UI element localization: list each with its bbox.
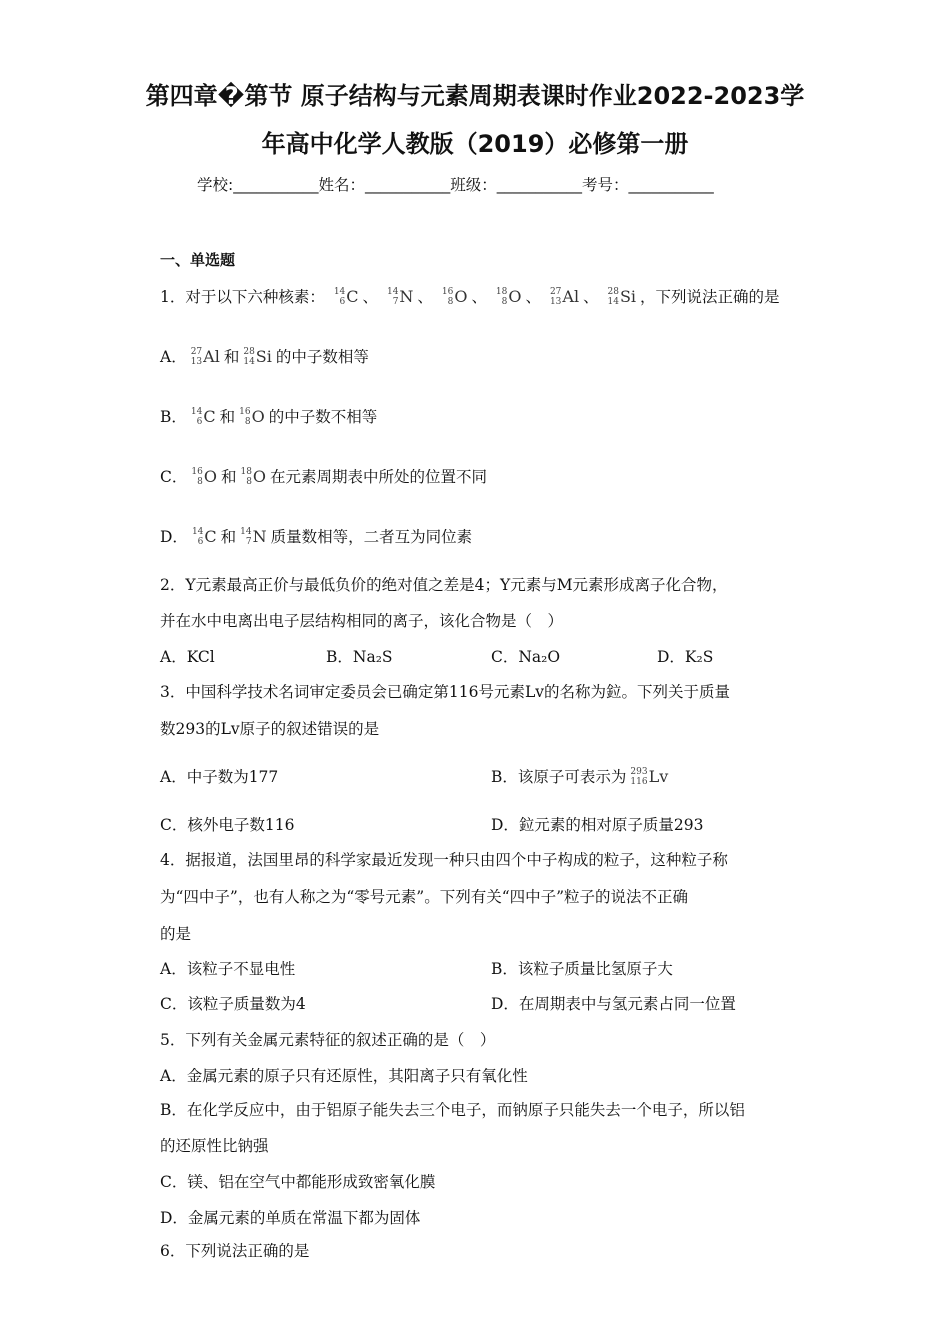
doc-title-line2: 年高中化学人教版（2019）必修第一册 [261,130,689,158]
text-fragment: 14 [240,527,252,537]
text-fragment: O [251,407,265,426]
q4-stem-line1: 4．据报道，法国里昂的科学家最近发现一种只由四个中子构成的粒子，这种粒子称 [160,851,728,869]
text-fragment: 、 [583,288,599,306]
text-fragment: 和 [220,528,237,546]
text-fragment: Al [562,287,580,306]
q5-option-b[interactable]: B．在化学反应中，由于铝原子能失去三个电子，而钠原子只能失去一个电子，所以铝 [160,1101,745,1119]
text-fragment: 8 [197,477,203,487]
text-fragment: B．该原子可表示为 [491,768,627,786]
text-fragment: 14 [333,287,346,297]
nuclide [192,527,217,547]
text-fragment: C [203,407,216,426]
text-fragment [191,407,202,427]
q4-option-b[interactable]: B．该粒子质量比氢原子大 [491,960,673,978]
q5-option-d[interactable]: D．金属元素的单质在常温下都为固体 [160,1209,421,1227]
text-fragment: 16 [441,287,454,297]
q2-stem-line1: 2．Y元素最高正价与最低负价的绝对值之差是4；Y元素与M元素形成离子化合物， [160,576,728,594]
school-label: 学校: [197,176,234,194]
text-fragment: 16 [191,467,203,477]
text-fragment [191,467,202,487]
text-fragment: N [399,287,414,306]
nuclide [442,287,468,307]
q6-stem: 6．下列说法正确的是 [160,1242,310,1260]
q1-option-d[interactable] [160,527,472,547]
q5-option-c[interactable]: C．镁、铝在空气中都能形成致密氧化膜 [160,1173,436,1191]
q3-stem-line2: 数293的Lv原子的叙述错误的是 [160,720,380,738]
text-fragment: 质量数相等，二者互为同位素 [270,528,473,546]
name-field[interactable]: ___________ [365,176,451,194]
text-fragment [630,767,647,787]
text-fragment: 27 [549,287,562,297]
text-fragment: 6 [197,537,204,547]
text-fragment [387,287,398,307]
q3-option-b[interactable] [491,767,672,787]
text-fragment [442,287,453,307]
text-fragment [240,527,251,547]
q4-option-d[interactable]: D．在周期表中与氢元素占同一位置 [491,995,736,1013]
nuclide [608,287,637,307]
nuclide [387,287,413,307]
text-fragment [191,347,202,367]
text-fragment: 6 [196,417,203,427]
student-info [197,175,714,195]
q4-option-a[interactable]: A．该粒子不显电性 [160,960,296,978]
text-fragment: 7 [392,297,399,307]
q1-option-c[interactable] [160,467,487,487]
text-fragment: A． [160,348,187,366]
nuclide [630,767,668,787]
text-fragment: C [346,287,359,306]
nuclide [496,287,522,307]
text-fragment: N [252,527,267,546]
text-fragment: 8 [246,477,252,487]
text-fragment: 28 [243,347,255,357]
text-fragment: 6 [339,297,346,307]
text-fragment: 在元素周期表中所处的位置不同 [270,468,488,486]
nuclide [191,347,220,367]
text-fragment [240,467,251,487]
text-fragment: 14 [386,287,399,297]
text-fragment: 的中子数相等 [275,348,369,366]
nuclide [240,467,266,487]
q2-option-b[interactable]: B．Na₂S [326,648,393,666]
text-fragment: 7 [245,537,252,547]
nuclide [243,347,272,367]
text-fragment: 16 [239,407,251,417]
text-fragment: O [252,467,267,486]
text-fragment [239,407,250,427]
name-label: 姓名： [318,176,365,194]
text-fragment: O [203,467,217,486]
text-fragment: B． [160,408,187,426]
text-fragment: 8 [501,297,508,307]
nuclide [191,407,216,427]
q4-stem-line2: 为“四中子”，也有人称之为“零号元素”。下列有关“四中子”粒子的说法不正确 [160,888,689,906]
q1-option-b[interactable] [160,407,377,427]
text-fragment: Si [619,287,637,306]
q1-option-a[interactable] [160,347,369,367]
text-fragment: 、 [471,288,487,306]
text-fragment: ，下列说法正确的是 [640,288,780,306]
q2-option-a[interactable]: A．KCl [160,648,215,666]
q1-stem-text: 1．对于以下六种核素： [160,288,325,306]
text-fragment: 8 [447,297,454,307]
text-fragment: 14 [191,527,204,537]
text-fragment: 、 [417,288,433,306]
q3-option-d[interactable]: D．鉝元素的相对原子质量293 [491,816,704,834]
text-fragment: 8 [244,417,251,427]
q3-option-a[interactable]: A．中子数为177 [160,768,279,786]
text-fragment: 和 [220,468,237,486]
text-fragment: Lv [648,767,669,786]
id-label: 考号： [582,176,629,194]
school-field[interactable]: ___________ [233,176,319,194]
text-fragment [192,527,203,547]
q5-stem: 5．下列有关金属元素特征的叙述正确的是（ ） [160,1031,496,1049]
text-fragment: 和 [219,408,236,426]
text-fragment: C [204,527,217,546]
q3-stem-line1: 3．中国科学技术名词审定委员会已确定第116号元素Lv的名称为鉝。下列关于质量 [160,683,730,701]
q4-option-c[interactable]: C．该粒子质量数为4 [160,995,306,1013]
text-fragment: 14 [190,407,203,417]
text-fragment: O [508,287,522,306]
text-fragment: 、 [362,288,379,306]
text-fragment: Al [203,347,220,366]
text-fragment [496,287,507,307]
text-fragment: 14 [607,297,619,307]
text-fragment: O [454,287,468,306]
q4-stem-line3: 的是 [160,925,192,943]
text-fragment: 13 [190,357,203,367]
text-fragment: 18 [240,467,252,477]
nuclide [334,287,359,307]
text-fragment [243,347,254,367]
text-fragment: Si [255,347,272,366]
text-fragment: 27 [190,347,203,357]
section-heading: 一、单选题 [160,251,236,269]
class-label: 班级： [450,176,497,194]
nuclide [191,467,217,487]
doc-title-line1: 第四章�第节 原子结构与元素周期表课时作业2022-2023学 [145,82,805,110]
text-fragment: 116 [630,777,648,787]
text-fragment: 293 [630,767,648,777]
text-fragment: 和 [223,348,240,366]
text-fragment [550,287,561,307]
id-field[interactable]: ___________ [628,176,714,194]
q2-stem-line2: 并在水中电离出电子层结构相同的离子，该化合物是（ ） [160,612,564,630]
text-fragment: 14 [243,357,255,367]
q1-stem [160,287,780,307]
text-fragment: C． [160,468,188,486]
nuclide [550,287,579,307]
text-fragment: 18 [495,287,508,297]
text-fragment: 、 [525,288,541,306]
q5-option-a[interactable]: A．金属元素的原子只有还原性，其阳离子只有氧化性 [160,1067,528,1085]
text-fragment: D． [160,528,188,546]
text-fragment: 28 [607,287,619,297]
text-fragment: 13 [549,297,562,307]
nuclide [240,527,266,547]
q2-option-d[interactable]: D．K₂S [657,648,714,666]
q3-option-c[interactable]: C．核外电子数116 [160,816,295,834]
text-fragment: 的中子数不相等 [268,408,378,426]
class-field[interactable]: ___________ [496,176,583,194]
nuclide [239,407,265,427]
text-fragment [608,287,619,307]
text-fragment [334,287,345,307]
q2-option-c[interactable]: C．Na₂O [491,648,561,666]
q5-option-b-cont[interactable]: 的还原性比钠强 [160,1137,269,1155]
